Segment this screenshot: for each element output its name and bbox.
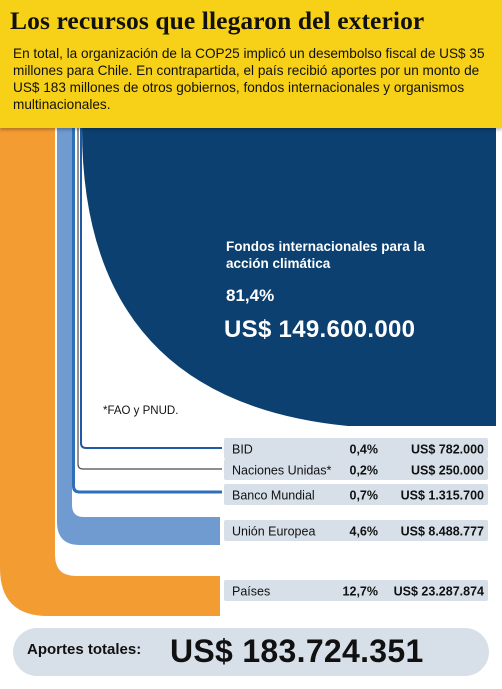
footnote: *FAO y PNUD. xyxy=(103,405,179,417)
row-percent: 0,7% xyxy=(349,488,378,503)
row-amount: US$ 250.000 xyxy=(411,463,484,478)
row-amount: US$ 8.488.777 xyxy=(400,524,484,539)
row-percent: 12,7% xyxy=(342,584,378,599)
fondos-percent: 81,4% xyxy=(226,286,275,305)
row-percent: 4,6% xyxy=(349,524,378,539)
row-amount: US$ 782.000 xyxy=(411,442,484,457)
row-label: Naciones Unidas* xyxy=(232,463,332,478)
row-naciones-unidas xyxy=(224,459,488,480)
total-label: Aportes totales: xyxy=(27,641,142,658)
row-label: Banco Mundial xyxy=(232,488,315,503)
row-amount: US$ 1.315.700 xyxy=(400,488,484,503)
row-paises xyxy=(224,580,488,601)
row-label: BID xyxy=(232,442,253,457)
row-bid xyxy=(224,438,488,459)
lead-paragraph: En total, la organización de la COP25 implicó un desembolso fiscal de US$ 35 millones para Chile. En contrapartida, el país recibió aportes por un monto de US$ 183 millones de otros gobiernos, fondos internacionales y organismos multinacionales. xyxy=(13,46,485,112)
flow-fondos xyxy=(82,128,496,426)
fondos-amount: US$ 149.600.000 xyxy=(224,316,416,343)
page-title: Los recursos que llegaron del exterior xyxy=(10,6,425,35)
row-percent: 0,4% xyxy=(349,442,378,457)
row-percent: 0,2% xyxy=(349,463,378,478)
row-banco-mundial xyxy=(224,484,488,505)
row-amount: US$ 23.287.874 xyxy=(393,584,484,599)
row-label: Unión Europea xyxy=(232,524,316,539)
row-label: Países xyxy=(232,584,271,599)
row-union-europea xyxy=(224,520,488,541)
fondos-label: Fondos internacionales para la acción climática xyxy=(226,239,425,271)
total-amount: US$ 183.724.351 xyxy=(170,633,424,669)
